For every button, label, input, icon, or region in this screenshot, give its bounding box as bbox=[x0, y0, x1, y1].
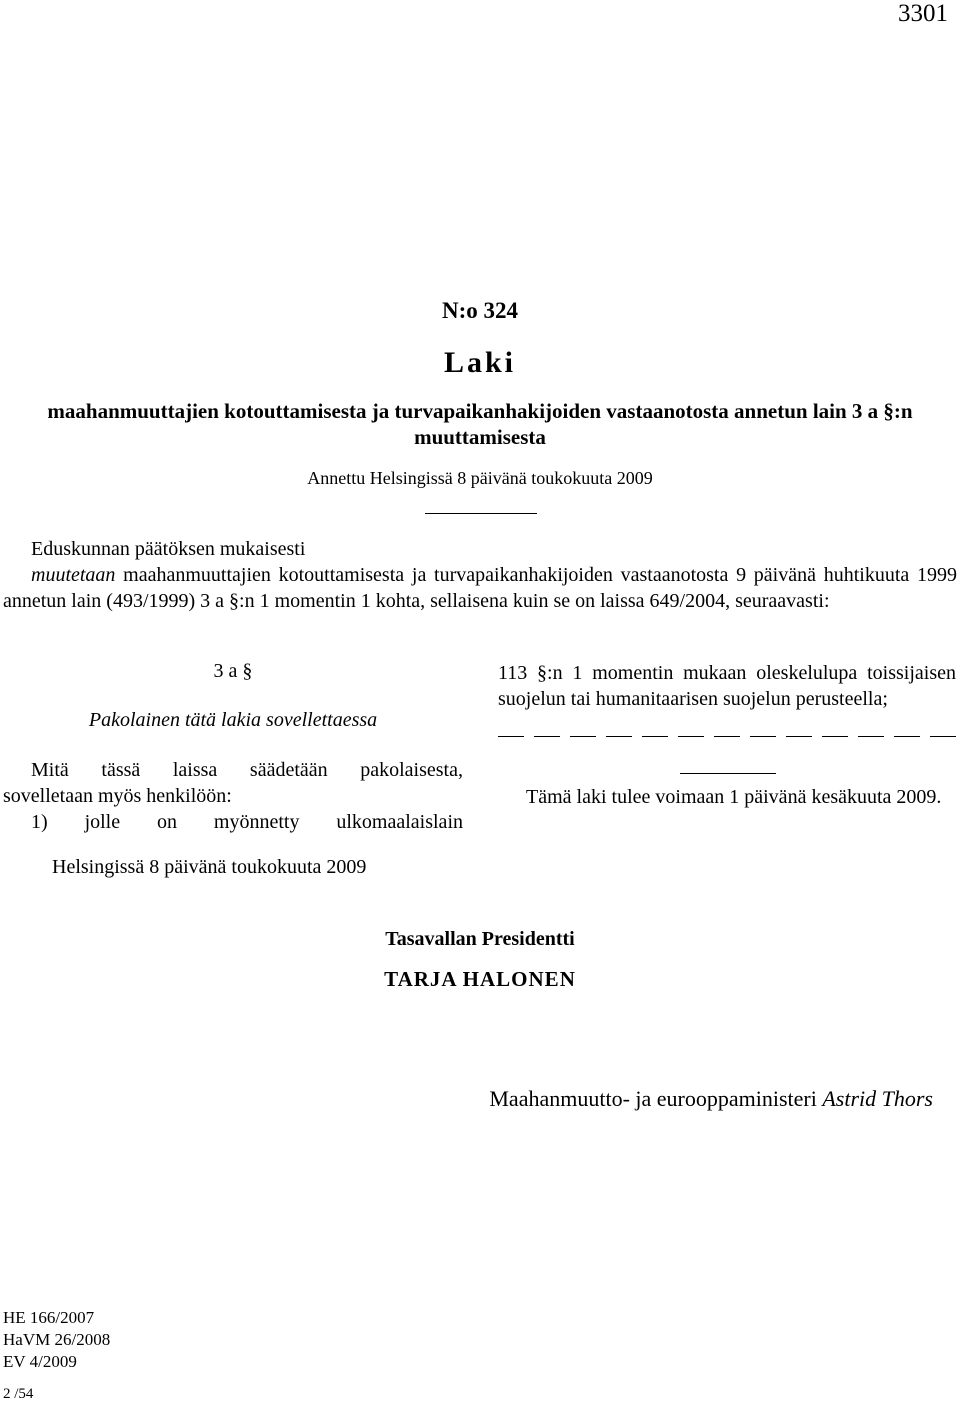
entry-into-force-text: Tämä laki tulee voimaan 1 päivänä kesäkuuta 2009. bbox=[526, 786, 942, 808]
footer-code: 2 /54 bbox=[3, 1386, 34, 1402]
given-date: Annettu Helsingissä 8 päivänä toukokuuta 2009 bbox=[307, 468, 653, 488]
amendment-paragraph bbox=[3, 562, 957, 614]
minister-role: Maahanmuutto- ja eurooppaministeri bbox=[489, 1086, 817, 1111]
president-title: Tasavallan Presidentti bbox=[385, 928, 575, 950]
amendment-text: maahanmuuttajien kotouttamisesta ja turvapaikanhakijoiden vastaanotosta 9 päivänä huhtikuuta 1999 annetun lain (493/1999) 3 a §:n 1 momentin 1 kohta, sellaisena kuin se on laissa 649/2004, seuraavasti: bbox=[3, 564, 957, 612]
divider bbox=[680, 773, 776, 774]
dash bbox=[858, 736, 884, 737]
section-body-right bbox=[498, 660, 956, 712]
page-number: 3301 bbox=[898, 0, 948, 27]
amendment-verb: muutetaan bbox=[31, 564, 116, 586]
dash bbox=[894, 736, 920, 737]
dash bbox=[786, 736, 812, 737]
president-name: TARJA HALONEN bbox=[384, 967, 576, 991]
dash bbox=[642, 736, 668, 737]
section-text: sovelletaan myös henkilöön: bbox=[3, 785, 232, 807]
preamble bbox=[3, 536, 957, 614]
preamble-line: Eduskunnan päätöksen mukaisesti bbox=[31, 538, 306, 560]
entry-into-force bbox=[498, 784, 956, 810]
section-number: 3 a § bbox=[213, 660, 253, 682]
section-item: 1) jolle on myönnetty ulkomaalaislain bbox=[31, 811, 463, 833]
divider bbox=[425, 513, 537, 514]
signing-place-date: Helsingissä 8 päivänä toukokuuta 2009 bbox=[52, 856, 367, 878]
statute-number: N:o 324 bbox=[441, 298, 519, 323]
section-heading: Pakolainen tätä lakia sovellettaessa bbox=[88, 709, 378, 731]
dash bbox=[822, 736, 848, 737]
dash bbox=[714, 736, 740, 737]
legislative-references bbox=[3, 1307, 110, 1373]
section-item-continuation: 113 §:n 1 momentin mukaan oleskelulupa toissijaisen suojelun tai humanitaarisen suojelun perusteella; bbox=[498, 662, 956, 710]
dash bbox=[570, 736, 596, 737]
reference: EV 4/2009 bbox=[3, 1352, 77, 1371]
dash bbox=[606, 736, 632, 737]
dash bbox=[930, 736, 956, 737]
dash bbox=[534, 736, 560, 737]
section-text: Mitä tässä laissa säädetään pakolaisesta, bbox=[31, 759, 463, 781]
section-body-left bbox=[3, 757, 463, 835]
minister-signature bbox=[489, 1086, 933, 1112]
reference: HaVM 26/2008 bbox=[3, 1330, 111, 1349]
omission-dashes bbox=[498, 736, 956, 737]
law-title: maahanmuuttajien kotouttamisesta ja turvapaikanhakijoiden vastaanotosta annetun lain 3 a §:n muuttamisesta bbox=[47, 399, 913, 449]
dash bbox=[498, 736, 524, 737]
reference: HE 166/2007 bbox=[3, 1308, 95, 1327]
document-type: Laki bbox=[443, 346, 517, 379]
minister-name: Astrid Thors bbox=[822, 1086, 933, 1111]
dash bbox=[678, 736, 704, 737]
dash bbox=[750, 736, 776, 737]
